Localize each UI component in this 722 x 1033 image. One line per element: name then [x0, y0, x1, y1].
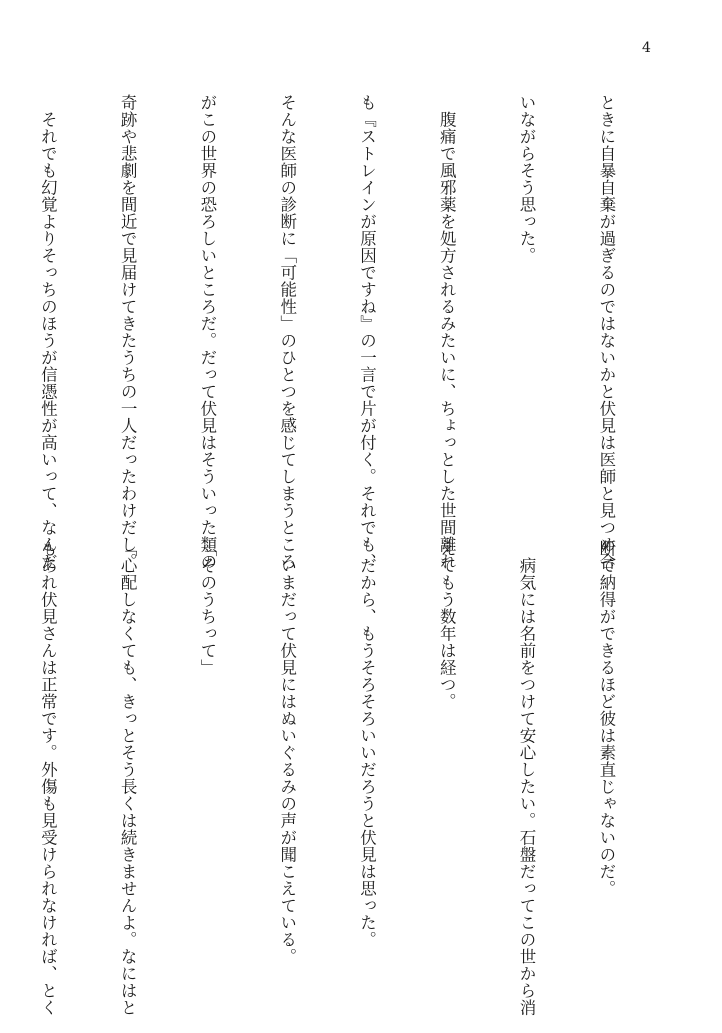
text-column: も『ストレインが原因ですね』の一言で片が付く。それでも、: [357, 94, 377, 570]
text-column: だから、もうそろそろいいだろうと伏見は思った。: [357, 540, 377, 948]
text-column: がこの世界の恐ろしいところだ。だって伏見はそういった類の: [197, 94, 217, 570]
text-column: もあれ伏見さんは正常です。外傷も見受けられなければ、とく: [38, 540, 58, 1016]
text-block-upper: [0, 94, 672, 570]
text-column: 断で納得ができるほど彼は素直じゃないのだ。: [596, 540, 616, 897]
text-column: それでも幻覚よりそっちのほうが信憑性が高いって、なんだ: [38, 94, 58, 570]
text-column: 腹痛で風邪薬を処方されるみたいに、ちょっとした世間離れ: [437, 94, 457, 570]
text-column: 「そのうちって」: [197, 540, 217, 676]
text-column: いまだって伏見にはぬいぐるみの声が聞こえている。: [277, 540, 297, 965]
text-column: 病気には名前をつけて安心したい。石盤だってこの世から消: [517, 540, 537, 1016]
text-block-lower: [0, 540, 672, 1016]
text-column: 奇跡や悲劇を間近で見届けてきたうちの一人だったわけだし。: [118, 94, 138, 570]
text-column: そんな医師の診断に「可能性」のひとつを感じてしまうところ: [277, 94, 297, 570]
text-column: えてもう数年は経つ。: [437, 540, 457, 710]
text-column: いながらそう思った。: [517, 94, 537, 264]
page-number: 4: [642, 40, 651, 56]
text-column: 「心配しなくても、きっとそう長くは続きませんよ。なにはと: [118, 540, 138, 1016]
text-column: ときに自暴自棄が過ぎるのではないかと伏見は医師と見つめ合: [596, 94, 616, 570]
